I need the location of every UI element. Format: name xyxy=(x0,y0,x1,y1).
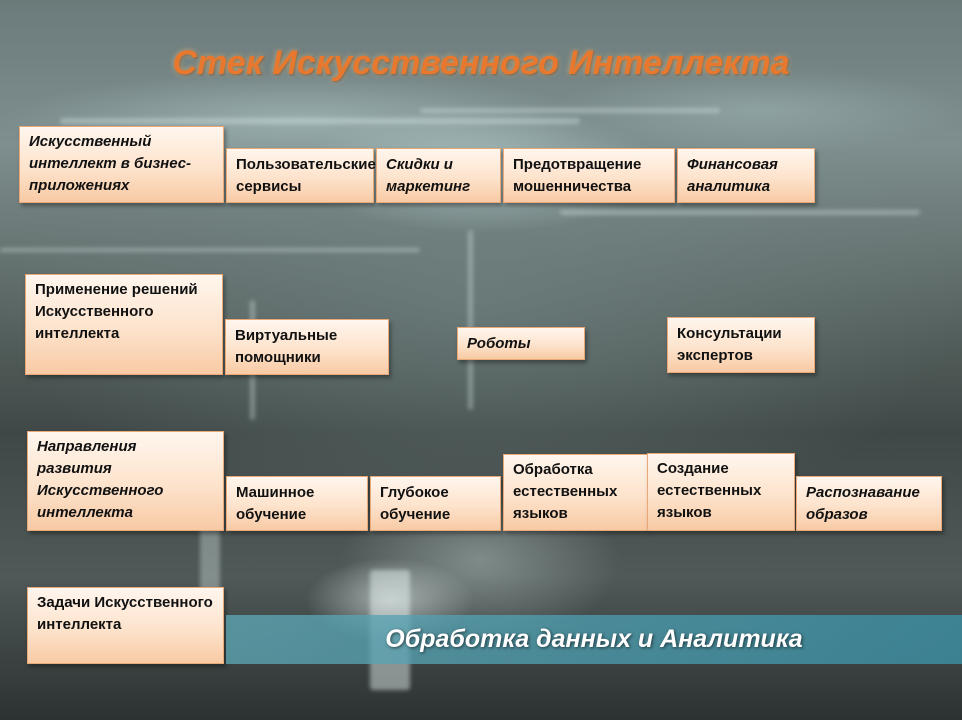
item-discounts-marketing: Скидки и маркетинг xyxy=(376,148,501,203)
slide-title: Стек Искусственного Интеллекта xyxy=(172,44,790,82)
background-light-streak xyxy=(420,108,720,113)
item-financial-analytics: Финансовая аналитика xyxy=(677,148,815,203)
row-label-business-apps: Искусственный интеллект в бизнес-приложениях xyxy=(19,126,224,203)
background-light-streak xyxy=(468,230,473,410)
item-fraud-prevention: Предотвращение мошенничества xyxy=(503,148,675,203)
item-virtual-assistants: Виртуальные помощники xyxy=(225,319,389,375)
row-label-ai-directions: Направления развития Искусственного интеллекта xyxy=(27,431,224,531)
item-expert-consulting: Консультации экспертов xyxy=(667,317,815,373)
item-nlg: Создание естественных языков xyxy=(647,453,795,531)
background-light-streak xyxy=(560,210,920,215)
row-label-ai-applications: Применение решений Искусственного интеллекта xyxy=(25,274,223,375)
item-machine-learning: Машинное обучение xyxy=(226,476,368,531)
item-deep-learning: Глубокое обучение xyxy=(370,476,501,531)
banner-data-processing: Обработка данных и Аналитика xyxy=(226,615,962,664)
item-pattern-recognition: Распознавание образов xyxy=(796,476,942,531)
item-nlp: Обработка естественных языков xyxy=(503,454,648,531)
background-light-streak xyxy=(0,248,420,252)
item-user-services: Пользовательские сервисы xyxy=(226,148,374,203)
row-label-ai-tasks: Задачи Искусственного интеллекта xyxy=(27,587,224,664)
item-robots: Роботы xyxy=(457,327,585,360)
background-light-streak xyxy=(60,118,580,124)
